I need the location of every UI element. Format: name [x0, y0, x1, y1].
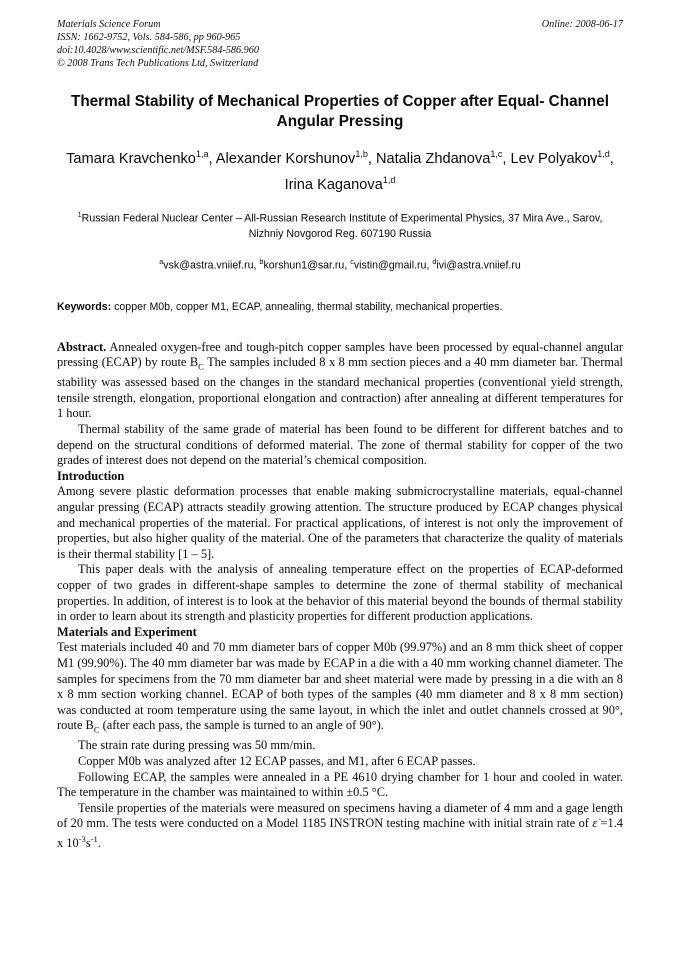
journal-doi: doi:10.4028/www.scientific.net/MSF.584-586.960 [57, 45, 259, 57]
journal-issn: ISSN: 1662-9752, Vols. 584-586, pp 960-965 [57, 32, 241, 44]
materials-text-part-5: s [85, 836, 91, 851]
strain-rate-symbol: ε̇ [592, 816, 598, 831]
email-address-c[interactable]: vistin@gmail.ru [353, 259, 427, 272]
affiliation-marker: 1 [77, 210, 82, 220]
email-sep-a: , [253, 259, 260, 272]
author-marker-5: 1,d [382, 174, 396, 185]
journal-copyright: © 2008 Trans Tech Publications Ltd, Switzerland [57, 58, 259, 70]
section-heading-introduction: Introduction [57, 468, 125, 483]
abstract-text-part-1: Annealed oxygen-free and tough-pitch copper samples have been processed by equal-channel angular pressing (ECAP) by route B [57, 339, 623, 370]
abstract-text-part-2: The samples included 8 x 8 mm section pieces and a 40 mm diameter bar. Thermal stability was assessed based on the changes in the standard mechanical properties (conventional yield strength, tensile strength, elongation, proportional elongation and contraction) after annealing at different temperatures for 1 hour. [57, 355, 623, 421]
journal-header [57, 18, 623, 70]
strain-rate-exponent-1: -3 [78, 833, 86, 844]
abstract-paragraph-2: Thermal stability of the same grade of material has been found to be different for different batches and to depend on the structural conditions of deformed material. The zone of thermal stability for copper of the two grades of interest does not depend on the material’s chemical composition. [57, 422, 623, 468]
affiliation-line-2: Mira Ave., Sarov, Nizhniy Novgorod Reg. 607190 Russia [248, 212, 603, 240]
author-name-5: Irina Kaganova [284, 176, 383, 193]
materials-paragraph-2: The strain rate during pressing was 50 mm/min. [78, 738, 316, 753]
author-name-4: Lev Polyakov [510, 151, 598, 168]
author-sep-1: , [208, 151, 216, 168]
affiliation [57, 207, 623, 242]
author-marker-3: 1,c [490, 149, 503, 160]
affiliation-line-1: Russian Federal Nuclear Center – All-Russian Research Institute of Experimental Physics, 37 [81, 212, 520, 225]
author-marker-1: 1,a [195, 149, 209, 160]
author-sep-2: , [367, 151, 376, 168]
page-title [57, 92, 623, 131]
keywords-value: copper M0b, copper M1, ECAP, annealing, thermal stability, mechanical properties. [111, 300, 503, 313]
section-heading-materials: Materials and Experiment [57, 624, 197, 639]
author-name-1: Tamara Kravchenko [66, 151, 196, 168]
materials-text-part-2: (after each pass, the sample is turned to an angle of 90°). [99, 718, 384, 733]
materials-text-part-3: Tensile properties of the materials were measured on specimens having a diameter of 4 mm and a gage length of 20 mm. The tests were conducted on a Model 1185 INSTRON testing machine with initial strain rate of [57, 800, 623, 831]
page-content [57, 18, 623, 852]
keywords-label: Keywords: [57, 300, 112, 313]
materials-text-part-4: =1.4 x 10 [57, 816, 623, 851]
online-date: Online: 2008-06-17 [541, 19, 623, 30]
abstract-label: Abstract. [57, 339, 107, 354]
introduction-paragraph-1: Among severe plastic deformation processes that enable making submicrocrystalline materials, equal-channel angular pressing (ECAP) attracts steadily growing attention. The structure produced by ECAP changes physical and mechanical properties of the material. For practical applications, of interest is not only the improvement of properties, but also higher quality of the material. One of the parameters that characterize the quality of materials is their thermal stability [1 – 5]. [57, 484, 623, 561]
author-marker-4: 1,d [597, 149, 610, 160]
email-marker-b: b [259, 257, 264, 267]
author-name-2: Alexander Korshunov [215, 151, 356, 168]
strain-rate-exponent-2: -1 [90, 833, 98, 844]
email-address-b[interactable]: korshun1@sar.ru [263, 259, 345, 272]
materials-paragraph-1 [57, 640, 623, 738]
abstract-paragraph-1 [57, 340, 623, 422]
email-sep-b: , [344, 259, 351, 272]
materials-route-subscript: C [93, 724, 100, 735]
keywords-line [57, 300, 623, 315]
author-sep-3: , [502, 151, 511, 168]
title-line-2: Channel Angular Pressing [276, 93, 610, 130]
materials-paragraph-5 [57, 801, 623, 852]
email-list [57, 254, 623, 274]
journal-name: Materials Science Forum [57, 19, 161, 30]
email-address-d[interactable]: ivi@astra.vniief.ru [436, 259, 521, 272]
materials-text-part-6: . [97, 836, 101, 851]
email-address-a[interactable]: vsk@astra.vniief.ru [163, 259, 254, 272]
materials-paragraph-4: Following ECAP, the samples were annealed in a PE 4610 drying chamber for 1 hour and cooled in water. The temperature in the chamber was maintained to within ±0.5 °C. [57, 769, 623, 800]
email-marker-d: d [432, 257, 437, 267]
author-marker-2: 1,b [355, 149, 368, 160]
author-sep-4: , [609, 151, 614, 168]
email-marker-a: a [159, 257, 164, 267]
abstract-route-subscript: C [198, 361, 204, 372]
introduction-paragraph-2: This paper deals with the analysis of annealing temperature effect on the properties of ECAP-deformed copper of two grades in different-shape samples to determine the zone of thermal stability of mechanical properties. In addition, of interest is to look at the behavior of this material beyond the bounds of thermal stability in order to learn about its strength and plasticity properties for different production applications. [57, 562, 623, 624]
author-list [57, 144, 623, 195]
title-line-1: Thermal Stability of Mechanical Properties of Copper after Equal- [70, 93, 545, 111]
abstract-section [57, 340, 623, 469]
materials-text-part-1: Test materials included 40 and 70 mm diameter bars of copper M0b (99.97%) and an 8 mm thick sheet of copper M1 (99.90%). The 40 mm diameter bar was made by ECAP in a die with a 40 mm working channel diameter. The samples for specimens from the 70 mm diameter bar and sheet material were made by pressing in a die with an 8 x 8 mm section working channel. ECAP of both types of the samples (40 mm diameter and 8 x 8 mm section) was conducted at room temperature using the same layout, in which the inlet and outlet channels crossed at 90°, route B [57, 640, 623, 733]
author-name-3: Natalia Zhdanova [375, 151, 491, 168]
email-marker-c: c [350, 257, 354, 267]
materials-paragraph-3: Copper M0b was analyzed after 12 ECAP passes, and M1, after 6 ECAP passes. [78, 753, 476, 768]
email-sep-c: , [426, 259, 433, 272]
